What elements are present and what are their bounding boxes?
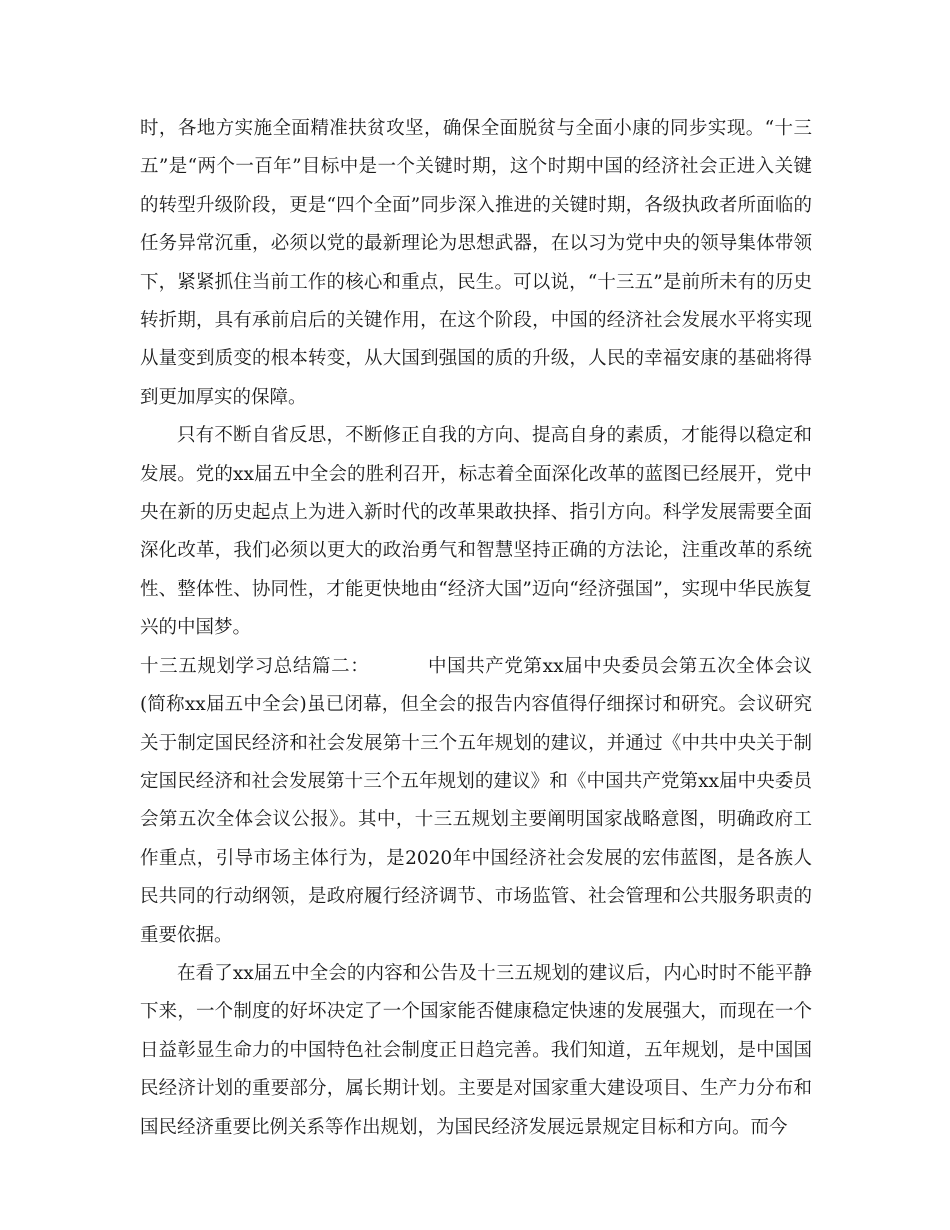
paragraph-2: 只有不断自省反思，不断修正自我的方向、提高自身的素质，才能得以稳定和发展。党的xx届五中全会的胜利召开，标志着全面深化改革的蓝图已经展开，党中央在新的历史起点上为进入新时代的改革果敢抉择、指引方向。科学发展需要全面深化改革，我们必须以更大的政治勇气和智慧坚持正确的方法论，注重改革的系统性、整体性、协同性，才能更快地由“经济大国”迈向“经济强国”，实现中华民族复兴的中国梦。 (140, 425, 812, 639)
document-body (140, 110, 812, 1147)
paragraph-3 (140, 648, 812, 955)
paragraph-3-text: 中国共产党第xx届中央委员会第五次全体会议(简称xx届五中全会)虽已闭幕，但全会的报告内容值得仔细探讨和研究。会议研究关于制定国民经济和社会发展第十三个五年规划的建议，并通过《中共中央关于制定国民经济和社会发展第十三个五年规划的建议》和《中国共产党第xx届中央委员会第五次全体会议公报》。其中，十三五规划主要阐明国家战略意图，明确政府工作重点，引导市场主体行为，是2020年中国经济社会发展的宏伟蓝图，是各族人民共同的行动纲领，是政府履行经济调节、市场监管、社会管理和公共服务职责的重要依据。 (140, 655, 812, 946)
paragraph-4: 在看了xx届五中全会的内容和公告及十三五规划的建议后，内心时时不能平静下来，一个制度的好坏决定了一个国家能否健康稳定快速的发展强大，而现在一个日益彰显生命力的中国特色社会制度正日趋完善。我们知道，五年规划，是中国国民经济计划的重要部分，属长期计划。主要是对国家重大建设项目、生产力分布和国民经济重要比例关系等作出规划，为国民经济发展远景规定目标和方向。而今 (140, 962, 812, 1138)
paragraph-1: 时，各地方实施全面精准扶贫攻坚，确保全面脱贫与全面小康的同步实现。“十三五”是“两个一百年”目标中是一个关键时期，这个时期中国的经济社会正进入关键的转型升级阶段，更是“四个全面”同步深入推进的关键时期，各级执政者所面临的任务异常沉重，必须以党的最新理论为思想武器，在以习为党中央的领导集体带领下，紧紧抓住当前工作的核心和重点，民生。可以说，“十三五”是前所未有的历史转折期，具有承前启后的关键作用，在这个阶段，中国的经济社会发展水平将实现从量变到质变的根本转变，从大国到强国的质的升级，人民的幸福安康的基础将得到更加厚实的保障。 (140, 118, 812, 408)
section-heading: 十三五规划学习总结篇二： (140, 655, 370, 677)
